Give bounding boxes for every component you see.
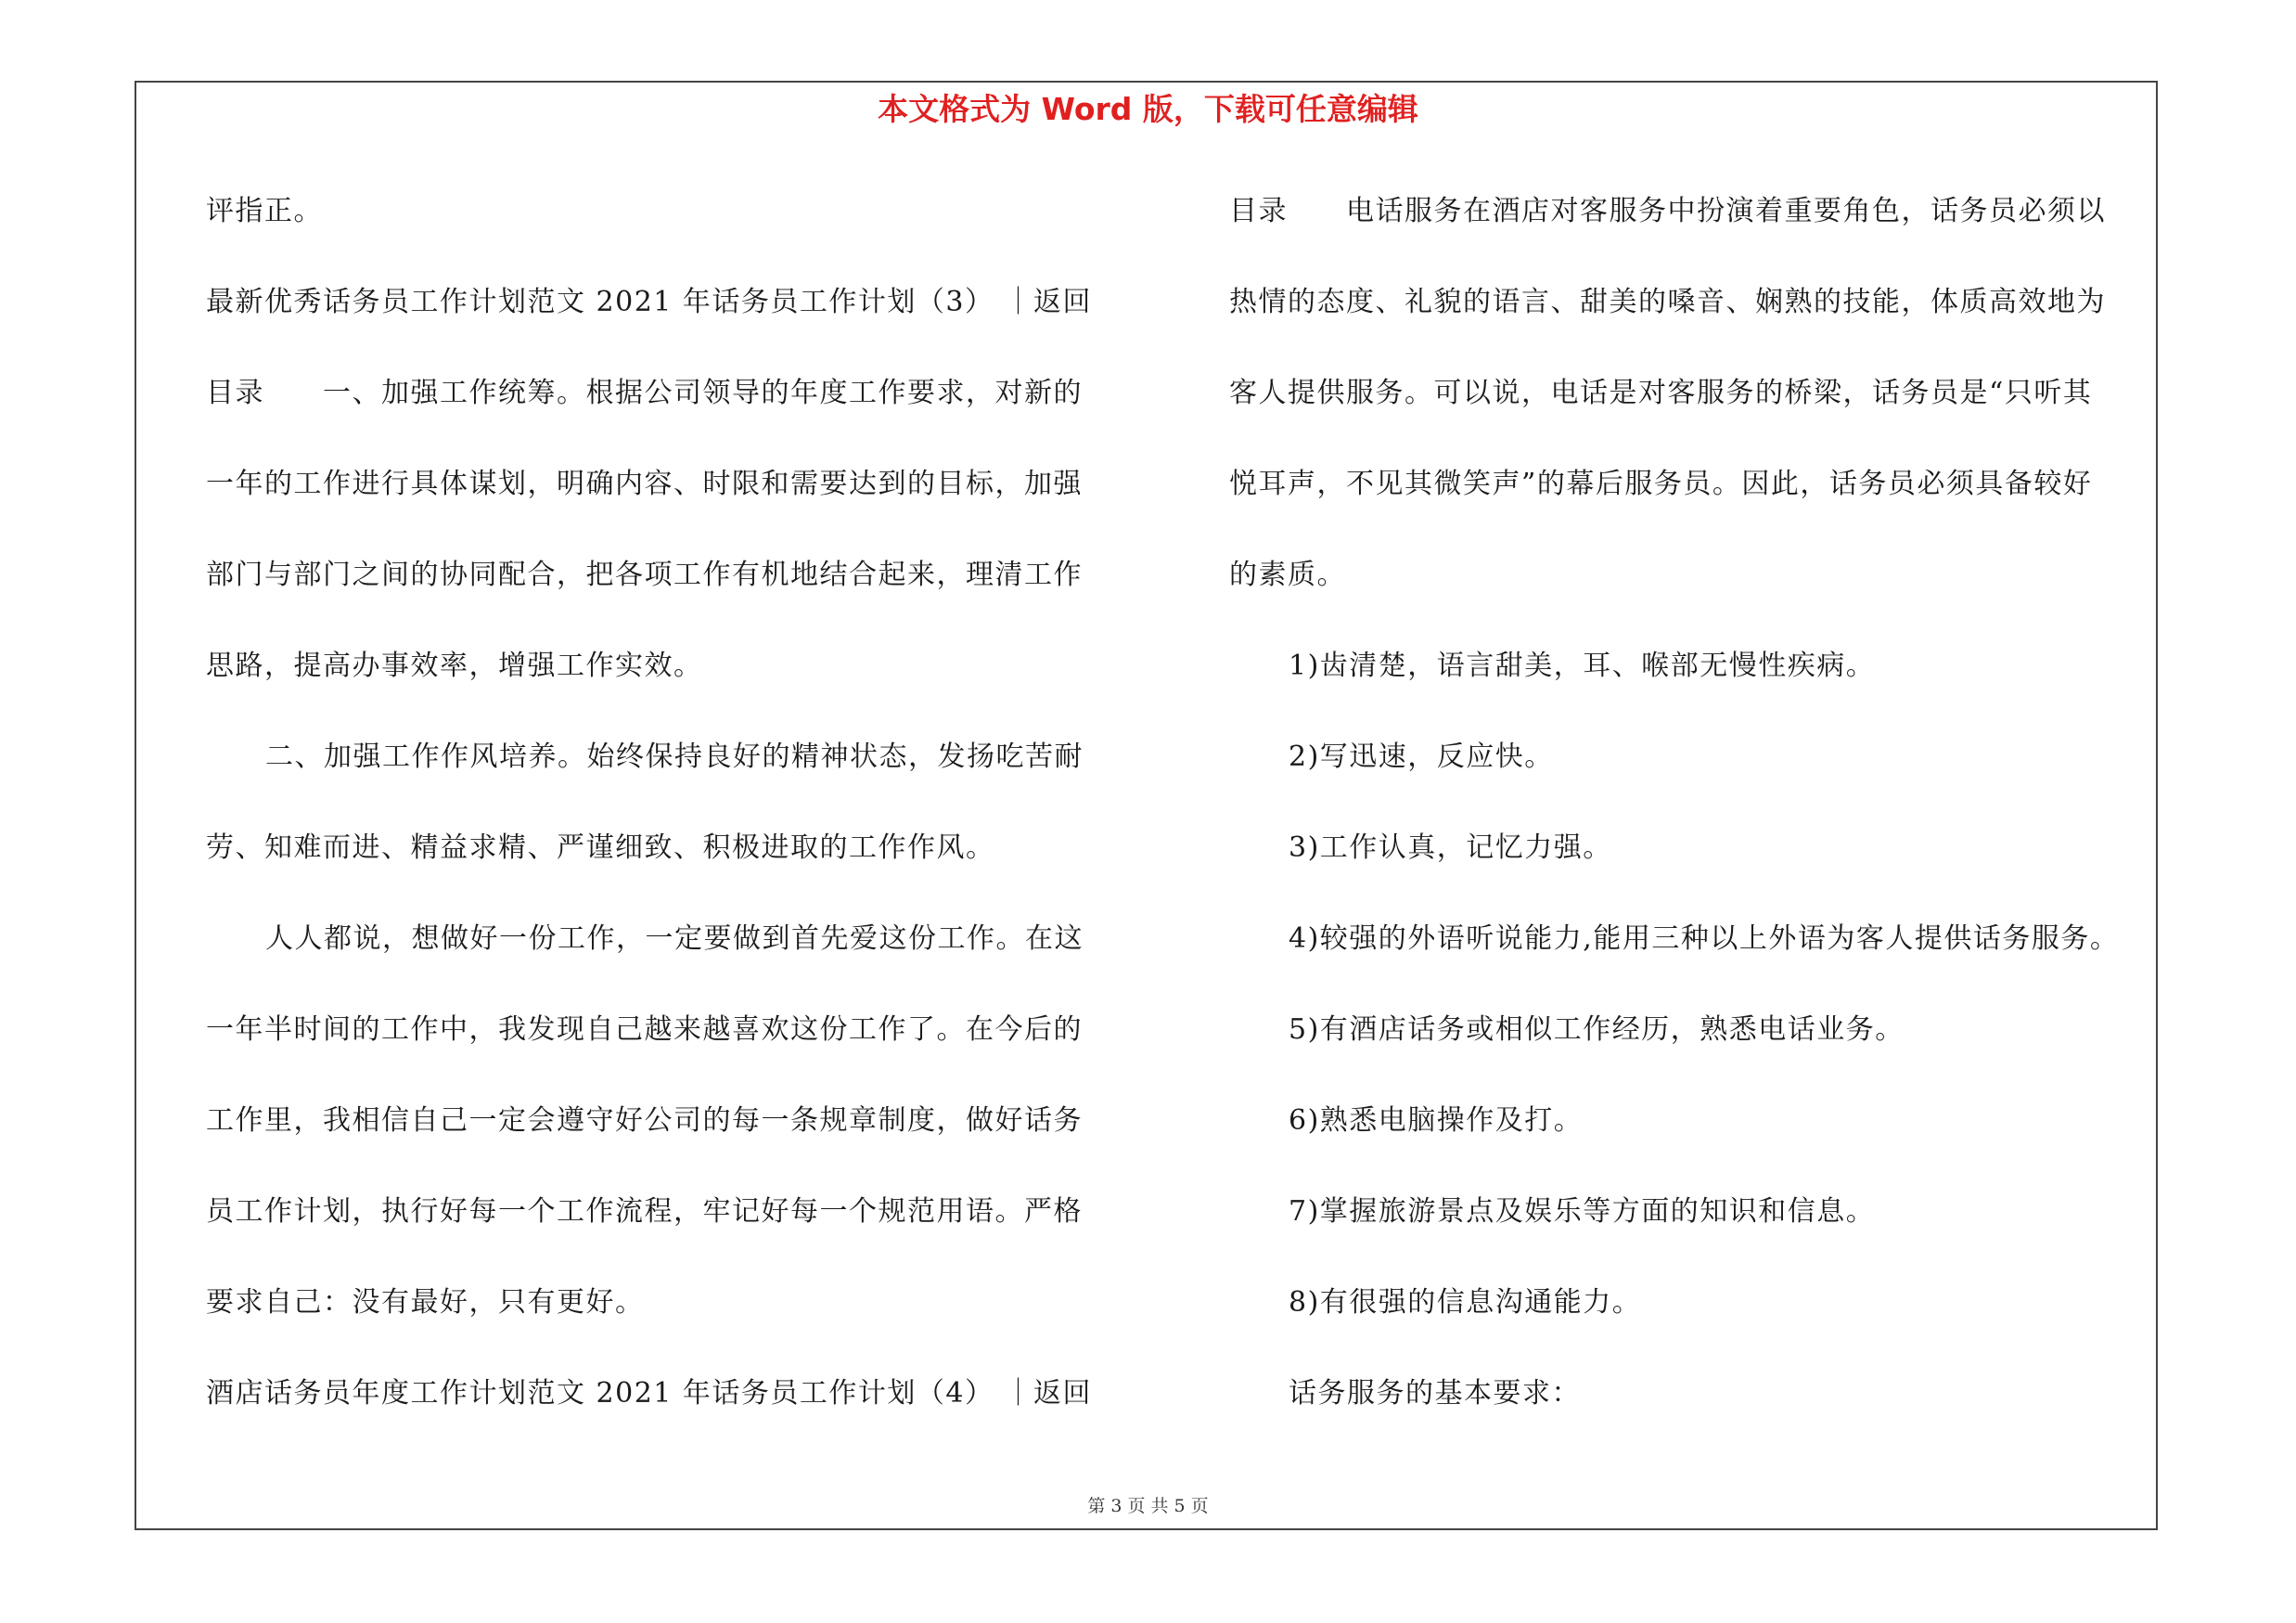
text-line: 二、加强工作作风培养。始终保持良好的精神状态，发扬吃苦耐 (265, 741, 1084, 773)
text-line: 工作里，我相信自己一定会遵守好公司的每一条规章制度，做好话务 (206, 1104, 1083, 1137)
list-item: 6)熟悉电脑操作及打。 (1289, 1104, 1584, 1137)
text-line: 悦耳声，不见其微笑声”的幕后服务员。因此，话务员必须具备较好 (1229, 468, 2093, 500)
text-line: 员工作计划，执行好每一个工作流程，牢记好每一个规范用语。严格 (206, 1195, 1083, 1228)
list-item: 8)有很强的信息沟通能力。 (1289, 1286, 1642, 1319)
list-item: 2)写迅速，反应快。 (1289, 741, 1554, 773)
text-line: 部门与部门之间的协同配合，把各项工作有机地结合起来，理清工作 (206, 559, 1083, 591)
text-line: 评指正。 (206, 195, 323, 227)
format-banner: 本文格式为 Word 版，下载可任意编辑 (878, 91, 1418, 127)
text-line: 最新优秀话务员工作计划范文 2021 年话务员工作计划（3） ｜返回 (206, 286, 1093, 318)
list-item: 4)较强的外语听说能力,能用三种以上外语为客人提供话务服务。 (1289, 922, 2120, 955)
text-line: 的素质。 (1229, 559, 1346, 591)
text-line: 要求自己：没有最好，只有更好。 (206, 1286, 645, 1319)
text-line: 劳、知难而进、精益求精、严谨细致、积极进取的工作作风。 (206, 831, 995, 864)
list-item: 7)掌握旅游景点及娱乐等方面的知识和信息。 (1289, 1195, 1876, 1228)
section-heading: 话务服务的基本要求： (1289, 1377, 1581, 1410)
page-number: 第 3 页 共 5 页 (1087, 1496, 1209, 1516)
text-line: 一年的工作进行具体谋划，明确内容、时限和需要达到的目标，加强 (206, 468, 1083, 500)
text-line: 酒店话务员年度工作计划范文 2021 年话务员工作计划（4） ｜返回 (206, 1377, 1093, 1410)
left-column (206, 182, 1138, 1455)
list-item: 3)工作认真，记忆力强。 (1289, 831, 1612, 864)
text-line: 人人都说，想做好一份工作，一定要做到首先爱这份工作。在这 (265, 922, 1084, 955)
text-line: 思路，提高办事效率，增强工作实效。 (206, 650, 703, 682)
text-line: 客人提供服务。可以说，电话是对客服务的桥梁，话务员是“只听其 (1229, 377, 2093, 409)
right-column (1229, 182, 2189, 1455)
text-line: 目录 电话服务在酒店对客服务中扮演着重要角色，话务员必须以 (1229, 195, 2106, 227)
text-line: 一年半时间的工作中，我发现自己越来越喜欢这份工作了。在今后的 (206, 1013, 1083, 1046)
text-line: 热情的态度、礼貌的语言、甜美的嗓音、娴熟的技能，体质高效地为 (1229, 286, 2106, 318)
list-item: 5)有酒店话务或相似工作经历，熟悉电话业务。 (1289, 1013, 1905, 1046)
text-line: 目录 一、加强工作统筹。根据公司领导的年度工作要求，对新的 (206, 377, 1083, 409)
list-item: 1)齿清楚，语言甜美，耳、喉部无慢性疾病。 (1289, 650, 1876, 682)
